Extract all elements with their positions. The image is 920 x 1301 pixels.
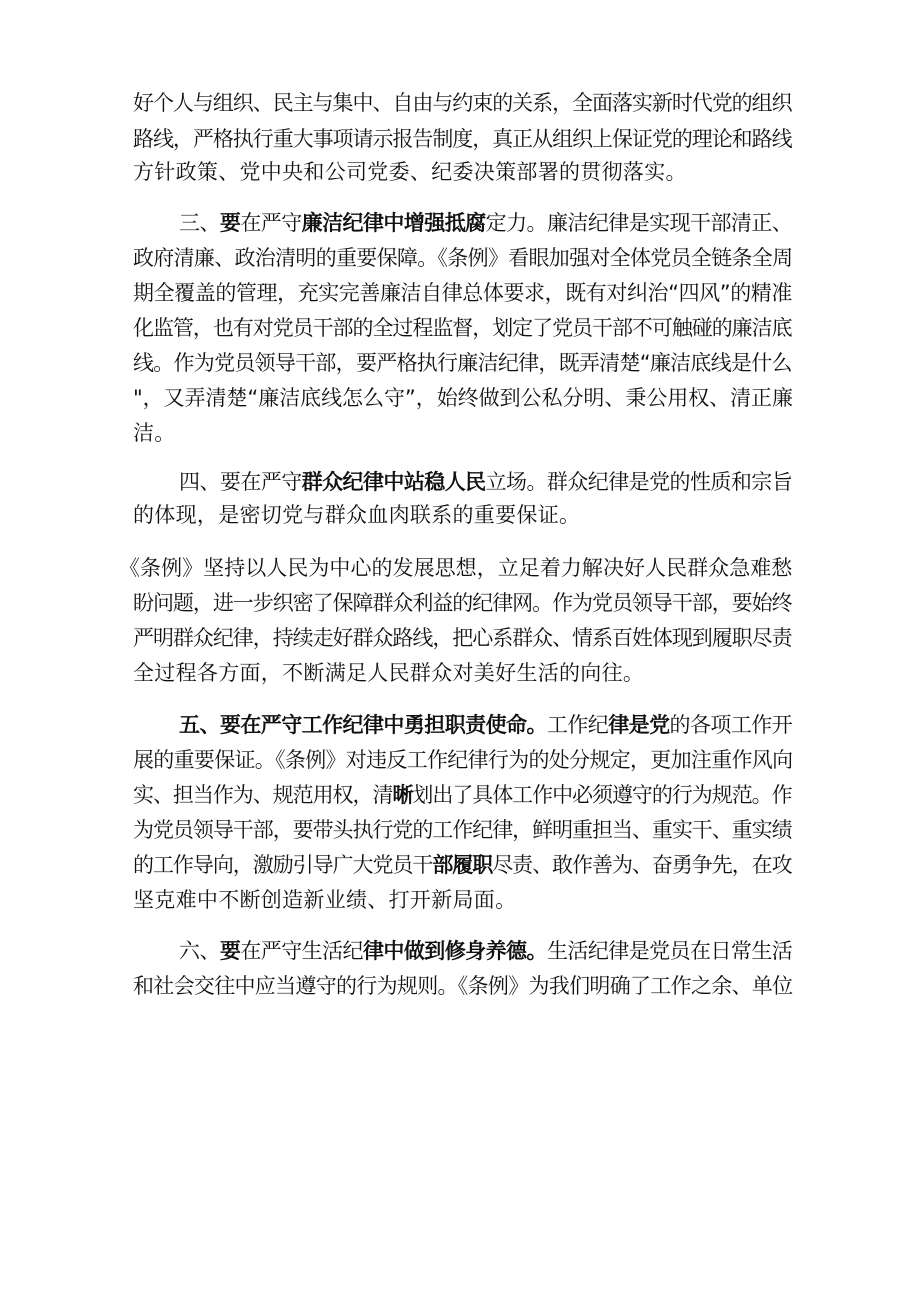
text-line [133, 623, 792, 653]
text-segment: 实、担当作为、规范用权，清 [133, 783, 393, 807]
bold-text-segment: 晰 [392, 783, 413, 807]
text-segment: 洁。 [133, 421, 176, 445]
text-segment: 在严守生活纪 [240, 939, 363, 963]
text-segment: 的各项工作开 [669, 713, 793, 737]
text-line [179, 710, 792, 740]
text-segment: 政府清廉、政治清明的重要保障。《条例》看眼加强对全体党员全链条全周 [133, 246, 793, 270]
text-line [179, 936, 792, 966]
text-segment: 生活纪律是党员在日常生活 [546, 939, 793, 963]
text-line [133, 383, 793, 413]
text-segment: 工作纪 [546, 713, 609, 737]
text-line [133, 971, 792, 1001]
text-segment: 路线，严格执行重大事项请示报告制度，真正从组织上保证党的理论和路线 [133, 127, 792, 151]
text-line [133, 588, 792, 618]
bold-text-segment: 要 [219, 939, 241, 963]
text-line [133, 418, 176, 448]
text-segment: 划出了具体工作中必须遵守的行为规范。作 [412, 783, 792, 807]
text-segment: 好个人与组织、民主与集中、自由与约束的关系，全面落实新时代党的组织 [133, 91, 792, 115]
text-segment: 方针政策、党中央和公司党委、纪委决策部署的贯彻落实。 [133, 160, 687, 184]
text-segment: 化监管，也有对党员干部的全过程监督，划定了党员干部不可触碰的廉洁底 [133, 316, 792, 340]
bold-text-segment: 部履职 [432, 853, 493, 877]
text-line [133, 850, 792, 880]
text-segment: 为党员领导干部，要带头执行党的工作纪律，鲜明重担当、重实干、重实绩 [133, 818, 792, 842]
text-line [133, 157, 687, 187]
text-line [133, 348, 792, 378]
text-line [133, 780, 792, 810]
bold-text-segment: 廉洁纪律中增强抵腐 [301, 211, 486, 235]
text-segment: 立场。群众纪律是党的性质和宗旨 [485, 470, 793, 494]
text-segment: 全过程各方面，不断满足人民群众对美好生活的向往。 [133, 661, 645, 685]
text-line [133, 500, 580, 530]
text-segment: 《条例》坚持以人民为中心的发展思想，立足着力解决好人民群众急难愁 [119, 556, 793, 580]
text-segment: 六、 [179, 939, 220, 963]
bold-text-segment: 律是党 [608, 713, 670, 737]
text-segment: 展的重要保证。《条例》对违反工作纪律行为的处分规定，更加注重作风向 [133, 748, 793, 772]
bold-text-segment: 群众纪律中站稳人民 [301, 470, 486, 494]
text-segment: 线。作为党员领导干部，要严格执行廉洁纪律，既弄清楚“廉洁底线是什么 [133, 351, 792, 375]
text-segment: "，又弄清楚“廉洁底线怎么守”，始终做到公私分明、秉公用权、清正廉 [133, 386, 793, 410]
text-line [133, 243, 792, 273]
text-line [133, 885, 516, 915]
text-line [179, 467, 792, 497]
text-segment: 期全覆盖的管理，充实完善廉洁自律总体要求，既有对纠治“四风”的精准 [133, 281, 792, 305]
text-line [133, 658, 644, 688]
text-line [179, 208, 792, 238]
text-segment: 和社会交往中应当遵守的行为规则。《条例》为我们明确了工作之余、单位 [133, 974, 793, 998]
text-line [133, 313, 792, 343]
text-segment: 四、要在严守 [179, 470, 302, 494]
bold-text-segment: 律中做到修身养德。 [362, 939, 547, 963]
text-line [133, 815, 792, 845]
text-segment: 严明群众纪律，持续走好群众路线，把心系群众、情系百姓体现到履职尽责 [133, 626, 792, 650]
bold-text-segment: 五、要在严守工作纪律中勇担职责使命。 [179, 713, 547, 737]
text-segment: 盼问题，进一步织密了保障群众利益的纪律网。作为党员领导干部，要始终 [133, 591, 792, 615]
text-line [133, 745, 792, 775]
text-segment: 定力。廉洁纪律是实现干部清正、 [485, 211, 793, 235]
text-line [119, 553, 792, 583]
text-segment: 的工作导向，激励引导广大党员干 [133, 853, 433, 877]
text-segment: 的体现，是密切党与群众血肉联系的重要保证。 [133, 503, 581, 527]
text-line [133, 278, 792, 308]
text-segment: 三、 [179, 211, 220, 235]
text-line [133, 88, 792, 118]
text-segment: 在严守 [240, 211, 302, 235]
text-segment: 坚克难中不断创造新业绩、打开新局面。 [133, 888, 517, 912]
bold-text-segment: 要 [219, 211, 241, 235]
text-line [133, 124, 792, 154]
text-segment: 尽责、敢作善为、奋勇争先，在攻 [492, 853, 792, 877]
